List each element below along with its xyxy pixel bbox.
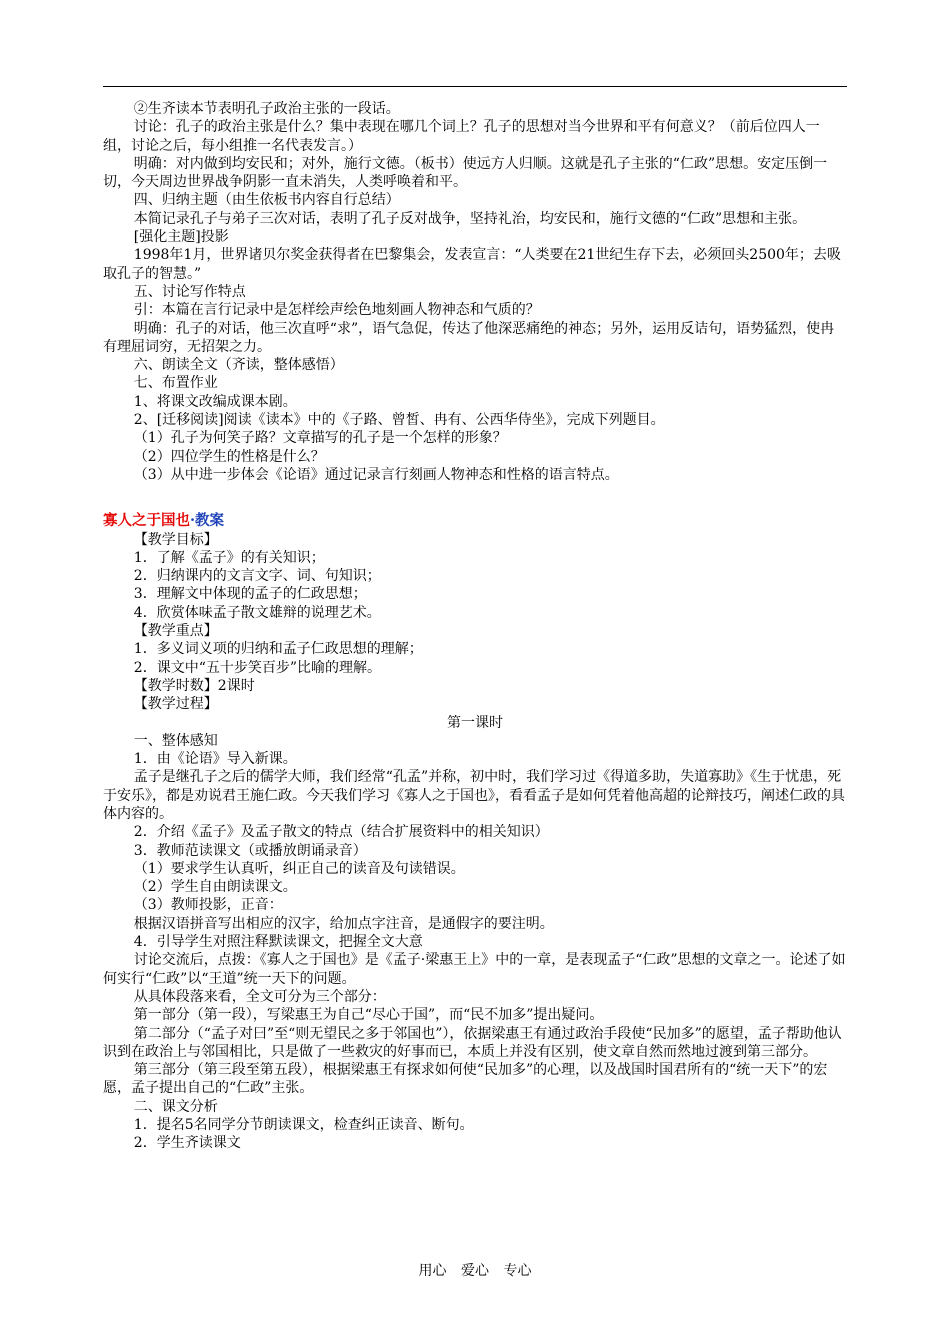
paragraph: 1．提名5名同学分节朗读课文，检查纠正读音、断句。 bbox=[133, 1117, 474, 1134]
paragraph: 一、整体感知 bbox=[133, 732, 218, 749]
paragraph: 明确：对内做到均安民和；对外，施行文德。（板书）使远方人归顺。这就是孔子主张的“仁政”思想。安定压倒一切，今天周边世界战争阴影一直未消失，人类呼唤着和平。 bbox=[103, 155, 828, 191]
section-title bbox=[103, 512, 847, 530]
paragraph: 4．引导学生对照注释默读课文，把握全文大意 bbox=[133, 934, 423, 951]
paragraph: 根据汉语拼音写出相应的汉字，给加点字注音，是通假字的要注明。 bbox=[133, 915, 554, 932]
paragraph: 【教学目标】 bbox=[133, 531, 218, 548]
paragraph: 【教学重点】 bbox=[133, 623, 218, 640]
paragraph: 1．了解《孟子》的有关知识； bbox=[133, 549, 325, 566]
paragraph: 2．学生齐读课文 bbox=[133, 1135, 241, 1152]
paragraph: ②生齐读本节表明孔子政治主张的一段话。 bbox=[133, 101, 400, 117]
paragraph: 2．课文中“五十步笑百步”比喻的理解。 bbox=[133, 659, 382, 676]
section-title-main: 寡人之于国也 bbox=[103, 512, 190, 530]
paragraph: （1）孔子为何笑子路？文章描写的孔子是一个怎样的形象？ bbox=[133, 430, 507, 447]
paragraph: 引：本篇在言行记录中是怎样绘声绘色地刻画人物神态和气质的？ bbox=[133, 302, 540, 319]
paragraph: 孟子是继孔子之后的儒学大师，我们经常“孔孟”并称，初中时，我们学习过《得道多助，失道寡助》《生于忧患，死于安乐》，都是劝说君王施仁政。今天我们学习《寡人之于国也》，看看孟子是如何凭着他高超的论辩技巧，阐述仁政的具体内容的。 bbox=[103, 769, 845, 822]
paragraph: （1）要求学生认真听，纠正自己的读音及句读错误。 bbox=[133, 860, 465, 877]
paragraph: 1、将课文改编成课本剧。 bbox=[133, 393, 297, 410]
paragraph: 1．多义词义项的归纳和孟子仁政思想的理解； bbox=[133, 641, 423, 658]
paragraph: 2．介绍《孟子》及孟子散文的特点（结合扩展资料中的相关知识） bbox=[133, 824, 549, 841]
page-footer: 用心 爱心 专心 bbox=[418, 1263, 532, 1279]
paragraph: 第一部分（第一段），写梁惠王为自己“尽心于国”，而“民不加多”提出疑问。 bbox=[133, 1007, 604, 1024]
paragraph: （3）从中进一步体会《论语》通过记录言行刻画人物神态和性格的语言特点。 bbox=[133, 466, 619, 483]
paragraph: 1．由《论语》导入新课。 bbox=[133, 751, 297, 768]
paragraph: 2、[迁移阅读]阅读《读本》中的《子路、曾皙、冉有、公西华侍坐》，完成下列题目。 bbox=[133, 412, 665, 429]
paragraph: 4．欣赏体味孟子散文雄辩的说理艺术。 bbox=[133, 604, 381, 621]
paragraph: 二、课文分析 bbox=[133, 1098, 218, 1115]
paragraph: 3．教师范读课文（或播放朗诵录音） bbox=[133, 842, 367, 859]
paragraph: 2．归纳课内的文言文字、词、句知识； bbox=[133, 568, 381, 585]
paragraph: 明确：孔子的对话，他三次直呼“求”，语气急促，传达了他深恶痛绝的神态；另外，运用反诘句，语势猛烈，使冉有理屈词穷，无招架之力。 bbox=[103, 320, 835, 355]
paragraph: 第三部分（第三段至第五段），根据梁惠王有探求如何使“民加多”的心理，以及战国时国君所有的“统一天下”的宏愿，孟子提出自己的“仁政”主张。 bbox=[103, 1062, 828, 1097]
paragraph: 从具体段落来看，全文可分为三个部分： bbox=[133, 988, 386, 1005]
paragraph: 1998年1月，世界诸贝尔奖金获得者在巴黎集会，发表宣言：“人类要在21世纪生存下去，必须回头2500年；去吸取孔子的智慧。” bbox=[103, 247, 841, 282]
paragraph: 【教学过程】 bbox=[133, 696, 218, 713]
paragraph: 讨论：孔子的政治主张是什么？集中表现在哪几个词上？孔子的思想对当今世界和平有何意义？（前后位四人一组，讨论之后，每小组推一名代表发言。） bbox=[103, 119, 820, 154]
section-title-suffix: ·教案 bbox=[190, 512, 225, 530]
lesson-heading: 第一课时 bbox=[447, 714, 503, 731]
paragraph: [强化主题]投影 bbox=[133, 229, 229, 246]
paragraph: 讨论交流后，点拨：《寡人之于国也》是《孟子·梁惠王上》中的一章，是表现孟子“仁政”思想的文章之一。论述了如何实行“仁政”以“王道”统一天下的问题。 bbox=[103, 952, 846, 987]
paragraph: 六、朗读全文（齐读，整体感悟） bbox=[133, 357, 344, 374]
paragraph: （2）四位学生的性格是什么？ bbox=[133, 448, 325, 465]
paragraph: 第二部分（“孟子对曰”至“则无望民之多于邻国也”），依据梁惠王有通过政治手段使“民加多”的愿望，孟子帮助他认识到在政治上与邻国相比，只是做了一些救灾的好事而已，本质上并没有区别，使文章自然而然地过渡到第三部分。 bbox=[103, 1025, 842, 1060]
document-body bbox=[103, 100, 847, 1153]
paragraph: （3）教师投影，正音： bbox=[133, 897, 283, 914]
paragraph: 七、布置作业 bbox=[133, 375, 218, 392]
paragraph: （2）学生自由朗读课文。 bbox=[133, 879, 297, 896]
header-rule bbox=[103, 86, 847, 87]
paragraph: 本简记录孔子与弟子三次对话，表明了孔子反对战争，坚持礼治，均安民和，施行文德的“仁政”思想和主张。 bbox=[133, 210, 807, 227]
paragraph: 五、讨论写作特点 bbox=[133, 283, 246, 300]
paragraph: 【教学时数】2课时 bbox=[133, 677, 255, 694]
paragraph: 3．理解文中体现的孟子的仁政思想； bbox=[133, 586, 367, 603]
paragraph: 四、归纳主题（由生依板书内容自行总结） bbox=[133, 192, 400, 209]
section-gap bbox=[103, 484, 847, 512]
